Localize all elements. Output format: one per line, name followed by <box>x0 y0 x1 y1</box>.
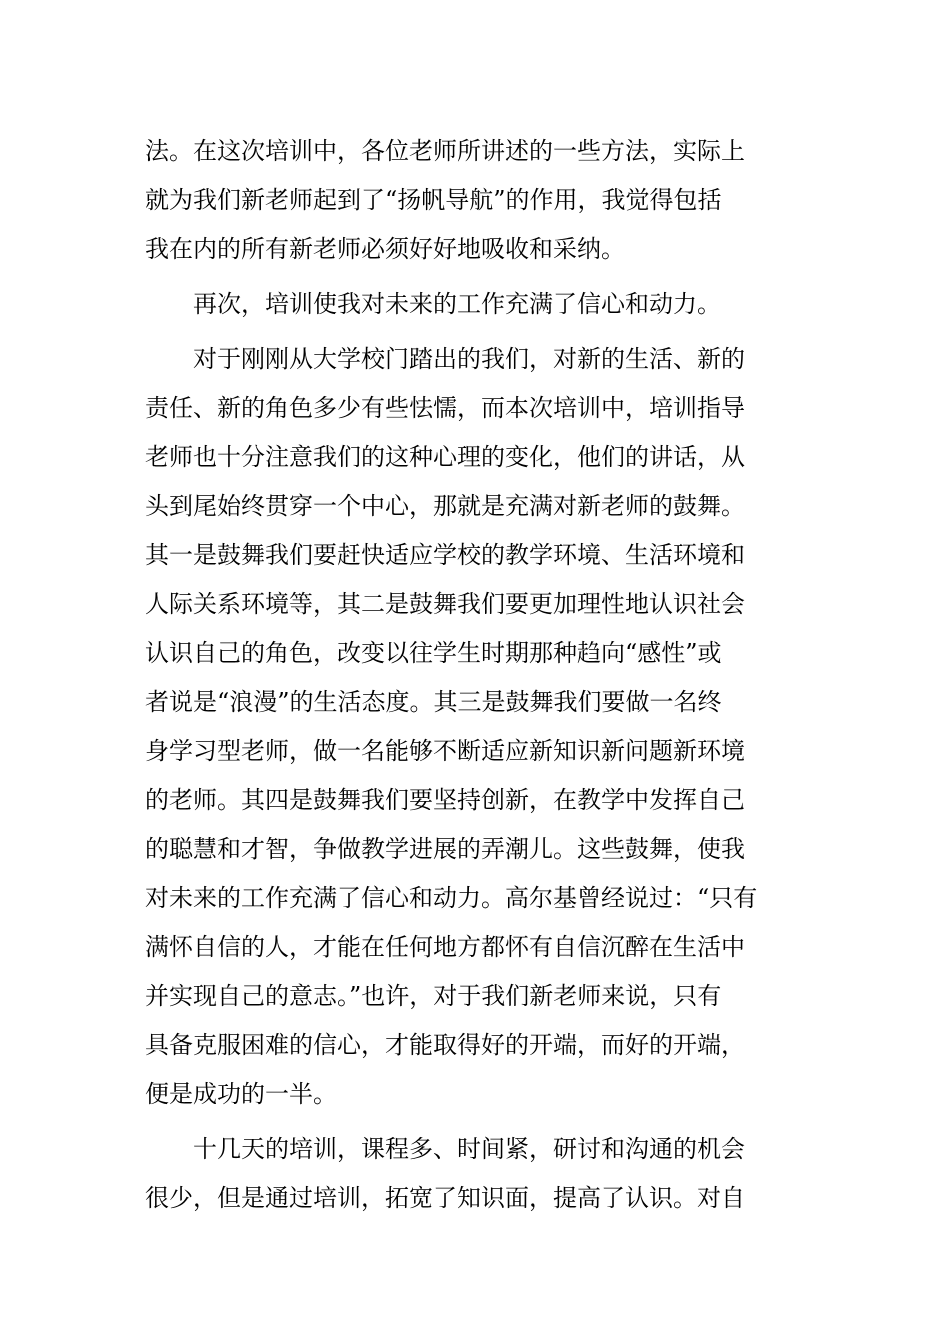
text-line: 法。在这次培训中，各位老师所讲述的一些方法，实际上 <box>145 137 745 165</box>
text-line: 满怀自信的人，才能在任何地方都怀有自信沉醉在生活中 <box>145 933 745 961</box>
text-line: 对于刚刚从大学校门踏出的我们，对新的生活、新的 <box>145 345 745 373</box>
paragraph <box>145 127 810 274</box>
text-line: 十几天的培训，课程多、时间紧，研讨和沟通的机会 <box>145 1135 745 1163</box>
text-line: 具备克服困难的信心，才能取得好的开端，而好的开端， <box>145 1031 745 1059</box>
text-line: 就为我们新老师起到了“扬帆导航”的作用，我觉得包括 <box>145 186 722 214</box>
paragraph <box>145 335 810 1119</box>
text-line: 很少，但是通过培训，拓宽了知识面，提高了认识。对自 <box>145 1184 745 1212</box>
text-line: 头到尾始终贯穿一个中心，那就是充满对新老师的鼓舞。 <box>145 492 745 520</box>
text-line: 的老师。其四是鼓舞我们要坚持创新，在教学中发挥自己 <box>145 786 745 814</box>
paragraph <box>145 1125 810 1223</box>
text-line: 并实现自己的意志。”也许，对于我们新老师来说，只有 <box>145 982 722 1010</box>
document-body <box>145 127 810 1223</box>
text-line: 责任、新的角色多少有些怯懦，而本次培训中，培训指导 <box>145 394 745 422</box>
text-line: 的聪慧和才智，争做教学进展的弄潮儿。这些鼓舞，使我 <box>145 835 745 863</box>
text-line: 认识自己的角色，改变以往学生时期那种趋向“感性”或 <box>145 639 722 667</box>
text-line: 者说是“浪漫”的生活态度。其三是鼓舞我们要做一名终 <box>145 688 722 716</box>
text-line: 对未来的工作充满了信心和动力。高尔基曾经说过：“只有 <box>145 884 758 912</box>
text-line: 我在内的所有新老师必须好好地吸收和采纳。 <box>145 235 625 263</box>
paragraph <box>145 280 810 329</box>
text-line: 人际关系环境等，其二是鼓舞我们要更加理性地认识社会 <box>145 590 745 618</box>
text-line: 其一是鼓舞我们要赶快适应学校的教学环境、生活环境和 <box>145 541 745 569</box>
text-line: 便是成功的一半。 <box>145 1080 337 1108</box>
text-line: 老师也十分注意我们的这种心理的变化，他们的讲话，从 <box>145 443 745 471</box>
text-line: 再次，培训使我对未来的工作充满了信心和动力。 <box>145 290 721 318</box>
text-line: 身学习型老师，做一名能够不断适应新知识新问题新环境 <box>145 737 745 765</box>
